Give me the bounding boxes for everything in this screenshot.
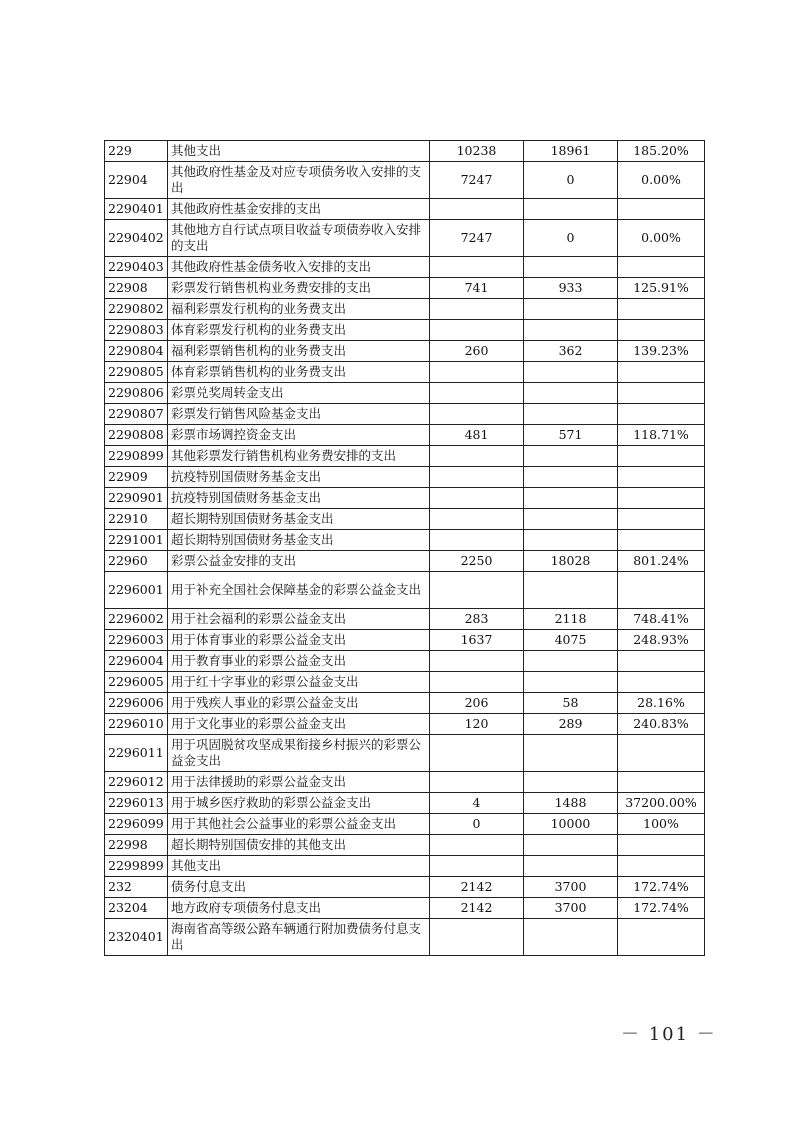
row-code-cell: 22904 <box>105 162 168 199</box>
row-amount-cell <box>430 772 524 793</box>
row-code-cell: 2290402 <box>105 220 168 257</box>
row-amount-cell <box>430 199 524 220</box>
row-name-cell: 其他支出 <box>168 856 430 877</box>
row-amount-cell: 1488 <box>524 793 618 814</box>
table-row <box>105 509 705 530</box>
row-name-cell: 抗疫特别国债财务基金支出 <box>168 488 430 509</box>
row-code-cell: 2296099 <box>105 814 168 835</box>
row-amount-cell: 2142 <box>430 898 524 919</box>
row-amount-cell: 58 <box>524 693 618 714</box>
row-name-cell: 其他政府性基金安排的支出 <box>168 199 430 220</box>
row-amount-cell <box>430 257 524 278</box>
row-amount-cell: 4 <box>430 793 524 814</box>
row-amount-cell <box>524 856 618 877</box>
row-amount-cell <box>524 257 618 278</box>
row-amount-cell <box>524 672 618 693</box>
row-rate-cell <box>618 320 705 341</box>
row-amount-cell: 1637 <box>430 630 524 651</box>
row-code-cell: 22960 <box>105 551 168 572</box>
row-amount-cell <box>524 919 618 956</box>
table-row <box>105 877 705 898</box>
row-amount-cell <box>430 299 524 320</box>
row-code-cell: 232 <box>105 877 168 898</box>
row-amount-cell: 481 <box>430 425 524 446</box>
row-name-cell: 抗疫特别国债财务基金支出 <box>168 467 430 488</box>
row-amount-cell <box>524 572 618 609</box>
row-code-cell: 2290403 <box>105 257 168 278</box>
row-name-cell: 体育彩票发行机构的业务费支出 <box>168 320 430 341</box>
row-amount-cell: 18028 <box>524 551 618 572</box>
table-row <box>105 257 705 278</box>
row-name-cell: 地方政府专项债务付息支出 <box>168 898 430 919</box>
row-rate-cell <box>618 530 705 551</box>
row-code-cell: 2296013 <box>105 793 168 814</box>
row-rate-cell <box>618 199 705 220</box>
table-row <box>105 404 705 425</box>
row-amount-cell <box>524 488 618 509</box>
row-code-cell: 2296011 <box>105 735 168 772</box>
row-amount-cell: 4075 <box>524 630 618 651</box>
row-amount-cell <box>524 362 618 383</box>
row-amount-cell <box>430 509 524 530</box>
table-row <box>105 488 705 509</box>
table-row <box>105 714 705 735</box>
row-code-cell: 2290802 <box>105 299 168 320</box>
row-rate-cell: 118.71% <box>618 425 705 446</box>
row-name-cell: 彩票发行销售风险基金支出 <box>168 404 430 425</box>
row-amount-cell <box>430 488 524 509</box>
budget-table <box>104 140 705 956</box>
row-amount-cell <box>524 467 618 488</box>
row-rate-cell: 240.83% <box>618 714 705 735</box>
row-amount-cell <box>524 320 618 341</box>
row-name-cell: 其他彩票发行销售机构业务费安排的支出 <box>168 446 430 467</box>
row-amount-cell: 0 <box>524 162 618 199</box>
page-number: － 101 － <box>621 1024 717 1045</box>
row-amount-cell <box>430 835 524 856</box>
row-rate-cell: 248.93% <box>618 630 705 651</box>
table-row <box>105 162 705 199</box>
row-name-cell: 其他地方自行试点项目收益专项债券收入安排的支出 <box>168 220 430 257</box>
row-amount-cell <box>524 735 618 772</box>
row-rate-cell <box>618 299 705 320</box>
row-rate-cell <box>618 835 705 856</box>
row-code-cell: 2290808 <box>105 425 168 446</box>
row-code-cell: 2296006 <box>105 693 168 714</box>
table-row <box>105 341 705 362</box>
row-code-cell: 2290803 <box>105 320 168 341</box>
row-rate-cell: 0.00% <box>618 220 705 257</box>
row-code-cell: 2290807 <box>105 404 168 425</box>
row-amount-cell <box>524 199 618 220</box>
row-amount-cell: 18961 <box>524 141 618 162</box>
row-amount-cell: 2118 <box>524 609 618 630</box>
row-name-cell: 债务付息支出 <box>168 877 430 898</box>
row-rate-cell: 28.16% <box>618 693 705 714</box>
row-amount-cell <box>430 856 524 877</box>
row-name-cell: 其他政府性基金债务收入安排的支出 <box>168 257 430 278</box>
row-code-cell: 22998 <box>105 835 168 856</box>
row-rate-cell <box>618 509 705 530</box>
row-code-cell: 2291001 <box>105 530 168 551</box>
table-row <box>105 446 705 467</box>
row-amount-cell: 260 <box>430 341 524 362</box>
row-name-cell: 用于教育事业的彩票公益金支出 <box>168 651 430 672</box>
row-code-cell: 2296010 <box>105 714 168 735</box>
row-name-cell: 用于其他社会公益事业的彩票公益金支出 <box>168 814 430 835</box>
row-rate-cell <box>618 488 705 509</box>
row-name-cell: 其他支出 <box>168 141 430 162</box>
row-amount-cell <box>524 446 618 467</box>
table-row <box>105 672 705 693</box>
row-name-cell: 彩票市场调控资金支出 <box>168 425 430 446</box>
row-name-cell: 用于残疾人事业的彩票公益金支出 <box>168 693 430 714</box>
table-row <box>105 630 705 651</box>
row-amount-cell: 3700 <box>524 877 618 898</box>
row-amount-cell <box>430 651 524 672</box>
row-code-cell: 2296004 <box>105 651 168 672</box>
row-code-cell: 2296001 <box>105 572 168 609</box>
table-row <box>105 735 705 772</box>
row-amount-cell <box>430 362 524 383</box>
row-rate-cell: 0.00% <box>618 162 705 199</box>
row-code-cell: 22908 <box>105 278 168 299</box>
row-code-cell: 2290805 <box>105 362 168 383</box>
row-amount-cell <box>430 446 524 467</box>
row-rate-cell: 37200.00% <box>618 793 705 814</box>
table-row <box>105 320 705 341</box>
row-name-cell: 超长期特别国债安排的其他支出 <box>168 835 430 856</box>
table-row <box>105 693 705 714</box>
row-amount-cell <box>524 651 618 672</box>
row-code-cell: 23204 <box>105 898 168 919</box>
row-rate-cell <box>618 856 705 877</box>
row-name-cell: 彩票公益金安排的支出 <box>168 551 430 572</box>
row-name-cell: 福利彩票销售机构的业务费支出 <box>168 341 430 362</box>
table-row <box>105 199 705 220</box>
table-row <box>105 572 705 609</box>
row-rate-cell: 172.74% <box>618 898 705 919</box>
row-rate-cell <box>618 383 705 404</box>
table-row <box>105 793 705 814</box>
row-rate-cell <box>618 919 705 956</box>
row-amount-cell: 206 <box>430 693 524 714</box>
table-row <box>105 898 705 919</box>
row-amount-cell <box>430 530 524 551</box>
table-row <box>105 551 705 572</box>
row-code-cell: 2296003 <box>105 630 168 651</box>
row-rate-cell <box>618 651 705 672</box>
row-name-cell: 超长期特别国债财务基金支出 <box>168 509 430 530</box>
row-name-cell: 用于文化事业的彩票公益金支出 <box>168 714 430 735</box>
table-row <box>105 278 705 299</box>
row-name-cell: 用于体育事业的彩票公益金支出 <box>168 630 430 651</box>
row-amount-cell: 289 <box>524 714 618 735</box>
row-amount-cell: 7247 <box>430 162 524 199</box>
row-name-cell: 彩票发行销售机构业务费安排的支出 <box>168 278 430 299</box>
row-amount-cell <box>430 320 524 341</box>
row-code-cell: 22910 <box>105 509 168 530</box>
row-amount-cell <box>524 383 618 404</box>
row-name-cell: 超长期特别国债财务基金支出 <box>168 530 430 551</box>
row-amount-cell: 2142 <box>430 877 524 898</box>
row-name-cell: 用于补充全国社会保障基金的彩票公益金支出 <box>168 572 430 609</box>
row-name-cell: 福利彩票发行机构的业务费支出 <box>168 299 430 320</box>
table-row <box>105 383 705 404</box>
row-code-cell: 2290806 <box>105 383 168 404</box>
row-rate-cell <box>618 257 705 278</box>
row-amount-cell: 571 <box>524 425 618 446</box>
row-rate-cell: 801.24% <box>618 551 705 572</box>
row-rate-cell: 125.91% <box>618 278 705 299</box>
row-rate-cell <box>618 772 705 793</box>
row-amount-cell: 3700 <box>524 898 618 919</box>
table-row <box>105 467 705 488</box>
row-amount-cell: 120 <box>430 714 524 735</box>
row-amount-cell: 0 <box>430 814 524 835</box>
row-name-cell: 海南省高等级公路车辆通行附加费债务付息支出 <box>168 919 430 956</box>
table-row <box>105 530 705 551</box>
row-code-cell: 2320401 <box>105 919 168 956</box>
row-code-cell: 229 <box>105 141 168 162</box>
row-name-cell: 用于巩固脱贫攻坚成果衔接乡村振兴的彩票公益金支出 <box>168 735 430 772</box>
row-rate-cell: 100% <box>618 814 705 835</box>
row-amount-cell: 10238 <box>430 141 524 162</box>
row-name-cell: 用于红十字事业的彩票公益金支出 <box>168 672 430 693</box>
row-name-cell: 彩票兑奖周转金支出 <box>168 383 430 404</box>
table-row <box>105 835 705 856</box>
row-amount-cell <box>430 404 524 425</box>
row-amount-cell: 362 <box>524 341 618 362</box>
row-amount-cell <box>430 467 524 488</box>
table-row <box>105 299 705 320</box>
row-amount-cell <box>524 772 618 793</box>
row-code-cell: 2296005 <box>105 672 168 693</box>
row-amount-cell <box>430 672 524 693</box>
row-amount-cell: 2250 <box>430 551 524 572</box>
row-code-cell: 2299899 <box>105 856 168 877</box>
row-amount-cell <box>524 299 618 320</box>
row-amount-cell: 283 <box>430 609 524 630</box>
row-name-cell: 体育彩票销售机构的业务费支出 <box>168 362 430 383</box>
row-rate-cell: 172.74% <box>618 877 705 898</box>
row-amount-cell: 933 <box>524 278 618 299</box>
row-amount-cell <box>524 530 618 551</box>
row-code-cell: 2290804 <box>105 341 168 362</box>
row-rate-cell <box>618 735 705 772</box>
row-rate-cell <box>618 672 705 693</box>
row-amount-cell <box>524 509 618 530</box>
table-body <box>105 141 705 956</box>
table-row <box>105 141 705 162</box>
row-code-cell: 2290401 <box>105 199 168 220</box>
row-amount-cell <box>430 735 524 772</box>
table-row <box>105 362 705 383</box>
row-amount-cell: 741 <box>430 278 524 299</box>
table-row <box>105 814 705 835</box>
row-rate-cell: 185.20% <box>618 141 705 162</box>
row-code-cell: 2290899 <box>105 446 168 467</box>
row-code-cell: 2290901 <box>105 488 168 509</box>
row-code-cell: 2296002 <box>105 609 168 630</box>
table-row <box>105 609 705 630</box>
row-amount-cell: 10000 <box>524 814 618 835</box>
table-row <box>105 919 705 956</box>
row-amount-cell <box>524 404 618 425</box>
table-row <box>105 425 705 446</box>
row-rate-cell <box>618 404 705 425</box>
row-name-cell: 其他政府性基金及对应专项债务收入安排的支出 <box>168 162 430 199</box>
row-amount-cell: 0 <box>524 220 618 257</box>
row-rate-cell <box>618 362 705 383</box>
table-row <box>105 651 705 672</box>
row-rate-cell <box>618 446 705 467</box>
row-code-cell: 22909 <box>105 467 168 488</box>
row-rate-cell: 139.23% <box>618 341 705 362</box>
row-amount-cell <box>430 919 524 956</box>
row-amount-cell: 7247 <box>430 220 524 257</box>
row-rate-cell: 748.41% <box>618 609 705 630</box>
row-amount-cell <box>430 383 524 404</box>
row-name-cell: 用于法律援助的彩票公益金支出 <box>168 772 430 793</box>
row-name-cell: 用于城乡医疗救助的彩票公益金支出 <box>168 793 430 814</box>
row-amount-cell <box>524 835 618 856</box>
row-code-cell: 2296012 <box>105 772 168 793</box>
table-row <box>105 856 705 877</box>
row-name-cell: 用于社会福利的彩票公益金支出 <box>168 609 430 630</box>
row-amount-cell <box>430 572 524 609</box>
table-row <box>105 220 705 257</box>
row-rate-cell <box>618 572 705 609</box>
table-row <box>105 772 705 793</box>
row-rate-cell <box>618 467 705 488</box>
